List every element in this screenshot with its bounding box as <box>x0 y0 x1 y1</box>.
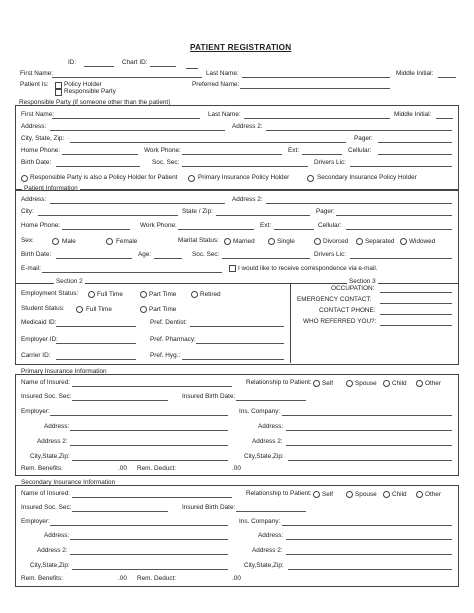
pi-address2-field[interactable] <box>266 203 452 204</box>
carrier-id-label: Carrier ID: <box>21 352 51 359</box>
section-2-header: Section 2 <box>56 278 83 285</box>
pi-birth-date-label: Birth Date: <box>21 251 52 258</box>
rp-drivers-lic-label: Drivers Lic: <box>314 159 346 166</box>
primary-ins-company-field[interactable] <box>282 415 452 416</box>
secondary-company-address2-label: Address 2: <box>252 547 283 554</box>
primary-self-radio[interactable] <box>313 380 320 387</box>
first-name-field[interactable] <box>52 77 202 78</box>
pi-ext-label: Ext: <box>260 222 272 229</box>
pi-pager-field[interactable] <box>336 215 452 216</box>
secondary-self-label: Self <box>322 491 334 498</box>
pi-email-label: E-mail: <box>21 265 41 272</box>
rp-address2-field[interactable] <box>266 130 452 131</box>
pref-hyg-label: Pref. Hyg.: <box>150 352 181 359</box>
pi-birth-date-field[interactable] <box>56 258 132 259</box>
secondary-spouse-radio[interactable] <box>346 491 353 498</box>
pi-address2-label: Address 2: <box>232 196 263 203</box>
retired-label: Retired <box>200 291 221 298</box>
secondary-employer-field[interactable] <box>50 525 228 526</box>
rp-ext-label: Ext: <box>288 147 300 154</box>
secondary-company-city-label: City,State,Zip: <box>244 562 284 569</box>
secondary-insured-ssn-field[interactable] <box>72 511 168 512</box>
sex-female-label: Female <box>116 238 138 245</box>
pi-address-label: Address: <box>21 196 47 203</box>
married-label: Married <box>233 238 255 245</box>
rp-middle-initial-field[interactable] <box>436 118 453 119</box>
secondary-employer-address2-field[interactable] <box>70 554 228 555</box>
primary-name-insured-label: Name of Insured: <box>21 379 71 386</box>
middle-initial-label: Middle Initial: <box>396 70 434 77</box>
pi-sex-label: Sex: <box>21 237 34 244</box>
sex-male-radio[interactable] <box>52 238 59 245</box>
pref-pharmacy-label: Pref. Pharmacy: <box>150 336 196 343</box>
primary-insured-dob-field[interactable] <box>236 400 306 401</box>
secondary-company-address-field[interactable] <box>286 539 452 540</box>
rp-home-phone-field[interactable] <box>62 154 138 155</box>
last-name-label: Last Name: <box>206 70 239 77</box>
primary-other-label: Other <box>425 380 441 387</box>
primary-ins-company-label: Ins. Company: <box>239 408 281 415</box>
primary-rem-deduct-value[interactable]: .00 <box>232 465 241 472</box>
single-radio[interactable] <box>268 238 275 245</box>
rp-city-label: City, State, Zip: <box>21 135 65 142</box>
pi-ext-field[interactable] <box>274 229 314 230</box>
primary-relationship-label: Relationship to Patient: <box>246 379 312 386</box>
who-referred-field[interactable] <box>380 325 452 326</box>
primary-company-address-field[interactable] <box>286 430 452 431</box>
married-radio[interactable] <box>224 238 231 245</box>
primary-insured-ssn-field[interactable] <box>72 400 168 401</box>
rp-soc-sec-field[interactable] <box>182 166 308 167</box>
secondary-ins-company-label: Ins. Company: <box>239 518 281 525</box>
secondary-company-address2-field[interactable] <box>286 554 452 555</box>
primary-insurance-header: Primary Insurance Information <box>21 368 107 375</box>
primary-company-address2-field[interactable] <box>286 445 452 446</box>
rp-pager-label: Pager: <box>354 135 373 142</box>
chart-id-label: Chart ID: <box>122 59 148 66</box>
secondary-employer-address2-label: Address 2: <box>37 547 68 554</box>
rp-home-phone-label: Home Phone: <box>21 147 61 154</box>
secondary-rem-benefits-value[interactable]: .00 <box>118 575 127 582</box>
divorced-radio[interactable] <box>314 238 321 245</box>
rp-pager-field[interactable] <box>378 142 452 143</box>
secondary-insured-dob-label: Insured Birth Date: <box>182 504 236 511</box>
secondary-insured-dob-field[interactable] <box>236 511 306 512</box>
employer-id-field[interactable] <box>56 343 136 344</box>
primary-spouse-label: Spouse <box>355 380 377 387</box>
first-name-label: First Name: <box>20 70 54 77</box>
rp-cellular-field[interactable] <box>378 154 452 155</box>
primary-spouse-radio[interactable] <box>346 380 353 387</box>
rp-work-phone-field[interactable] <box>182 154 282 155</box>
pi-work-phone-label: Work Phone: <box>140 222 177 229</box>
rp-ext-field[interactable] <box>302 154 342 155</box>
rp-last-name-field[interactable] <box>244 118 390 119</box>
pi-work-phone-field[interactable] <box>178 229 254 230</box>
student-part-time-label: Part Time <box>149 306 177 313</box>
primary-employer-address-field[interactable] <box>70 430 228 431</box>
rp-soc-sec-label: Soc. Sec: <box>152 159 180 166</box>
primary-rem-benefits-label: Rem. Benefits: <box>21 465 63 472</box>
primary-company-address2-label: Address 2: <box>252 438 283 445</box>
secondary-insurance-header: Secondary Insurance Information <box>21 479 116 486</box>
rp-birth-date-field[interactable] <box>56 166 140 167</box>
secondary-rem-deduct-value[interactable]: .00 <box>232 575 241 582</box>
student-full-time-radio[interactable] <box>76 306 83 313</box>
student-full-time-label: Full Time <box>86 306 112 313</box>
carrier-id-field[interactable] <box>56 359 136 360</box>
secondary-other-radio[interactable] <box>416 491 423 498</box>
email-consent-checkbox[interactable] <box>229 265 236 272</box>
secondary-company-address-label: Address: <box>258 532 284 539</box>
medicaid-id-label: Medicaid ID: <box>21 319 57 326</box>
pi-home-phone-field[interactable] <box>62 229 130 230</box>
patient-is-label: Patient Is: <box>20 81 49 88</box>
page-title: PATIENT REGISTRATION <box>190 43 292 52</box>
pi-address-field[interactable] <box>50 203 225 204</box>
medicaid-id-field[interactable] <box>56 326 136 327</box>
primary-other-radio[interactable] <box>416 380 423 387</box>
primary-employer-address2-label: Address 2: <box>37 438 68 445</box>
primary-employer-address2-field[interactable] <box>70 445 228 446</box>
last-name-field[interactable] <box>242 77 390 78</box>
contact-phone-field[interactable] <box>380 314 452 315</box>
rp-also-policy-holder-radio[interactable] <box>21 175 28 182</box>
chart-id-field[interactable] <box>150 66 176 67</box>
part-time-label: Part Time <box>149 291 177 298</box>
section-divider <box>290 283 291 363</box>
rp-primary-holder-label: Primary Insurance Policy Holder <box>198 174 290 181</box>
who-referred-label: WHO REFERRED YOU?: <box>303 318 377 325</box>
full-time-radio[interactable] <box>88 291 95 298</box>
rp-secondary-holder-radio[interactable] <box>307 175 314 182</box>
student-status-label: Student Status: <box>21 305 65 312</box>
secondary-name-insured-field[interactable] <box>72 497 232 498</box>
responsible-party-checkbox[interactable] <box>55 89 62 96</box>
pi-cellular-field[interactable] <box>346 229 452 230</box>
id-label: ID: <box>68 59 77 66</box>
preferred-name-field[interactable] <box>240 88 390 89</box>
secondary-self-radio[interactable] <box>313 491 320 498</box>
primary-self-label: Self <box>322 380 334 387</box>
primary-employer-city-field[interactable] <box>72 460 228 461</box>
patient-info-box <box>15 190 459 284</box>
pi-home-phone-label: Home Phone: <box>21 222 61 229</box>
pi-state-zip-field[interactable] <box>216 215 310 216</box>
pref-dentist-label: Pref. Dentist: <box>150 319 187 326</box>
pi-age-label: Age: <box>138 251 152 258</box>
divorced-label: Divorced <box>323 238 349 245</box>
emergency-contact-label: EMERGENCY CONTACT: <box>297 296 372 303</box>
pref-pharmacy-field[interactable] <box>196 343 284 344</box>
primary-insured-dob-label: Insured Birth Date: <box>182 393 236 400</box>
sex-male-label: Male <box>62 238 76 245</box>
secondary-employer-label: Employer: <box>21 518 50 525</box>
retired-radio[interactable] <box>191 291 198 298</box>
pi-city-field[interactable] <box>38 215 178 216</box>
pi-soc-sec-field[interactable] <box>222 258 310 259</box>
pi-soc-sec-label: Soc. Sec: <box>192 251 220 258</box>
rp-secondary-holder-label: Secondary Insurance Policy Holder <box>317 174 417 181</box>
pref-hyg-field[interactable] <box>182 359 284 360</box>
secondary-employer-address-label: Address: <box>44 532 70 539</box>
contact-phone-label: CONTACT PHONE: <box>319 307 376 314</box>
widowed-label: Widowed <box>409 238 436 245</box>
preferred-name-label: Preferred Name: <box>192 81 240 88</box>
primary-employer-field[interactable] <box>50 415 228 416</box>
employment-status-label: Employment Status: <box>21 290 79 297</box>
primary-employer-city-label: City,State,Zip: <box>30 453 70 460</box>
emergency-contact-field[interactable] <box>380 303 452 304</box>
policy-holder-label: Policy Holder <box>64 81 102 88</box>
rp-last-name-label: Last Name: <box>208 111 241 118</box>
primary-name-insured-field[interactable] <box>72 386 232 387</box>
responsible-party-header: Responsible Party (if someone other than the patient) <box>19 99 171 106</box>
widowed-radio[interactable] <box>400 238 407 245</box>
separated-label: Separated <box>365 238 395 245</box>
secondary-name-insured-label: Name of Insured: <box>21 490 71 497</box>
separated-radio[interactable] <box>356 238 363 245</box>
primary-employer-address-label: Address: <box>44 423 70 430</box>
secondary-rem-deduct-label: Rem. Deduct: <box>137 575 177 582</box>
responsible-party-label: Responsible Party <box>64 88 116 95</box>
pref-dentist-field[interactable] <box>190 326 284 327</box>
secondary-relationship-label: Relationship to Patient: <box>246 490 312 497</box>
secondary-child-radio[interactable] <box>383 491 390 498</box>
middle-initial-field[interactable] <box>438 77 456 78</box>
id-field[interactable] <box>84 66 114 67</box>
student-part-time-radio[interactable] <box>140 306 147 313</box>
primary-insured-ssn-label: Insured Soc. Sec: <box>21 393 72 400</box>
rp-work-phone-label: Work Phone: <box>144 147 181 154</box>
pi-age-field[interactable] <box>154 258 182 259</box>
pi-cellular-label: Cellular: <box>318 222 342 229</box>
primary-company-address-label: Address: <box>258 423 284 430</box>
rp-city-field[interactable] <box>70 142 346 143</box>
rp-drivers-lic-field[interactable] <box>350 166 452 167</box>
secondary-company-city-field[interactable] <box>288 569 452 570</box>
occupation-field[interactable] <box>380 292 452 293</box>
secondary-spouse-label: Spouse <box>355 491 377 498</box>
rp-address-field[interactable] <box>50 130 225 131</box>
rp-primary-holder-radio[interactable] <box>188 175 195 182</box>
primary-rem-deduct-label: Rem. Deduct: <box>137 465 177 472</box>
sex-female-radio[interactable] <box>106 238 113 245</box>
primary-employer-label: Employer: <box>21 408 50 415</box>
primary-child-radio[interactable] <box>383 380 390 387</box>
rp-first-name-label: First Name: <box>21 111 55 118</box>
secondary-insurance-box <box>15 485 459 587</box>
pi-email-field[interactable] <box>42 272 222 273</box>
section-2-3-box <box>15 283 459 365</box>
rp-address2-label: Address 2: <box>232 123 263 130</box>
primary-company-city-field[interactable] <box>288 460 452 461</box>
primary-rem-benefits-value[interactable]: .00 <box>118 465 127 472</box>
occupation-label: OCCUPATION: <box>331 285 375 292</box>
secondary-employer-city-field[interactable] <box>72 569 228 570</box>
secondary-rem-benefits-label: Rem. Benefits: <box>21 575 63 582</box>
rp-also-policy-holder-label: Responsible Party is also a Policy Holder for Patient <box>30 174 178 181</box>
rp-address-label: Address: <box>21 123 47 130</box>
pi-drivers-lic-label: Drivers Lic: <box>314 251 346 258</box>
section-3-header: Section 3 <box>349 278 376 285</box>
primary-child-label: Child <box>392 380 407 387</box>
patient-info-header: Patient Information <box>24 185 78 192</box>
secondary-employer-address-field[interactable] <box>70 539 228 540</box>
secondary-employer-city-label: City,State,Zip: <box>30 562 70 569</box>
pi-pager-label: Pager: <box>316 208 335 215</box>
marital-status-label: Marital Status: <box>178 237 219 244</box>
rp-birth-date-label: Birth Date: <box>21 159 52 166</box>
pi-drivers-lic-field[interactable] <box>350 258 452 259</box>
part-time-radio[interactable] <box>140 291 147 298</box>
rp-cellular-label: Cellular: <box>348 147 372 154</box>
full-time-label: Full Time <box>97 291 123 298</box>
secondary-insured-ssn-label: Insured Soc. Sec: <box>21 504 72 511</box>
pi-city-label: City: <box>21 208 34 215</box>
secondary-child-label: Child <box>392 491 407 498</box>
single-label: Single <box>277 238 295 245</box>
pi-state-zip-label: State / Zip: <box>182 208 213 215</box>
rp-middle-initial-label: Middle Initial: <box>394 111 432 118</box>
email-consent-label: I would like to receive correspondence via e-mail. <box>238 265 378 272</box>
policy-holder-checkbox[interactable] <box>55 82 62 89</box>
secondary-ins-company-field[interactable] <box>282 525 452 526</box>
employer-id-label: Employer ID: <box>21 336 58 343</box>
rp-first-name-field[interactable] <box>52 118 200 119</box>
secondary-other-label: Other <box>425 491 441 498</box>
primary-company-city-label: City,State,Zip: <box>244 453 284 460</box>
chart-id-suffix <box>186 68 198 69</box>
